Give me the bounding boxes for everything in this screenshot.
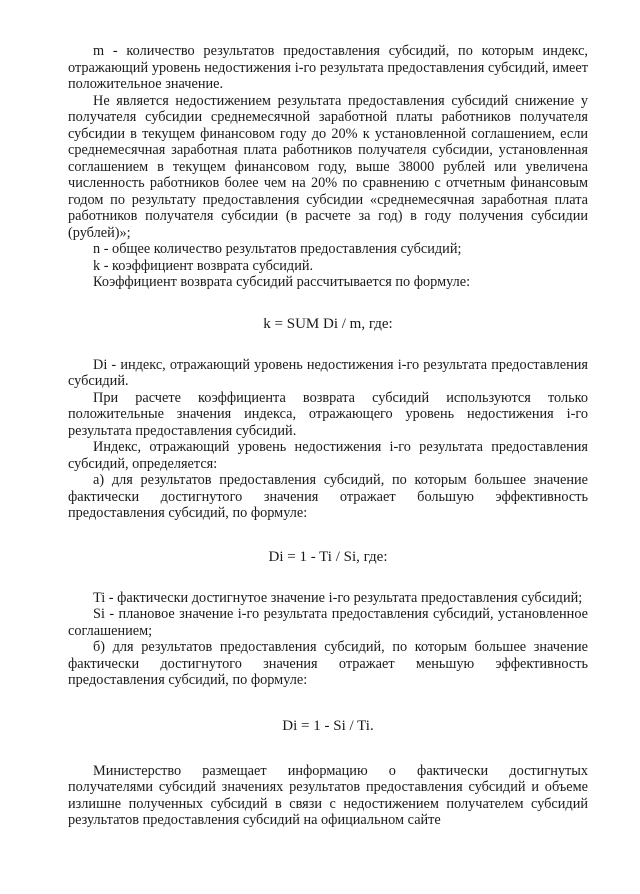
paragraph-si-definition: Si - плановое значение i-го результата предоставления субсидий, установленное соглашением; <box>68 606 588 639</box>
paragraph-case-b: б) для результатов предоставления субсидий, по которым большее значение фактически достигнутого значения отражает меньшую эффективность предоставления субсидий, по формуле: <box>68 639 588 688</box>
paragraph-positive-values: При расчете коэффициента возврата субсидий используются только положительные значения индекса, отражающего уровень недостижения i-го результата предоставления субсидий. <box>68 389 588 439</box>
paragraph-k-definition: k - коэффициент возврата субсидий. <box>93 257 314 274</box>
paragraph-exception: Не является недостижением результата предоставления субсидий снижение у получателя субсидии среднемесячной заработной платы работников получателя субсидии в текущем финансовом году до 20% к установленной соглашением, если среднемесячная заработная плата работников получателя субсидии, установленная соглашением в текущем финансовом году, выше 38000 рублей или увеличена численность работников более чем на 20% по сравнению с отчетным финансовым годом по результату предоставления субсидии «среднемесячная заработная плата работников получателя субсидии (в расчете за год) в году получения субсидии (рублей)»; <box>68 92 588 241</box>
paragraph-ti-definition: Ti - фактически достигнутое значение i-го результата предоставления субсидий; <box>93 589 583 606</box>
formula-di-a: Di = 1 - Ti / Si, где: <box>268 548 388 565</box>
paragraph-n-definition: n - общее количество результатов предоставления субсидий; <box>93 241 462 257</box>
paragraph-index-determined: Индекс, отражающий уровень недостижения i-го результата предоставления субсидий, определяется: <box>68 439 588 472</box>
formula-k: k = SUM Di / m, где: <box>263 315 393 332</box>
paragraph-k-formula-intro: Коэффициент возврата субсидий рассчитывается по формуле: <box>93 274 471 290</box>
paragraph-ministry-publication: Министерство размещает информацию о фактически достигнутых получателями субсидий значениях результатов предоставления субсидий и объеме излишне полученных субсидий в связи с недостижением получателем субсидий результатов предоставления субсидий на официальном сайте <box>68 762 588 828</box>
paragraph-case-a: а) для результатов предоставления субсидий, по которым большее значение фактически достигнутого значения отражает большую эффективность предоставления субсидий, по формуле: <box>68 472 588 521</box>
document-body <box>68 43 588 829</box>
paragraph-di-definition: Di - индекс, отражающий уровень недостижения i-го результата предоставления субсидий. <box>68 356 588 389</box>
paragraph-m-definition: m - количество результатов предоставления субсидий, по которым индекс, отражающий уровень недостижения i-го результата предоставления субсидий, имеет положительное значение. <box>68 43 588 92</box>
formula-di-b: Di = 1 - Si / Ti. <box>282 717 374 734</box>
